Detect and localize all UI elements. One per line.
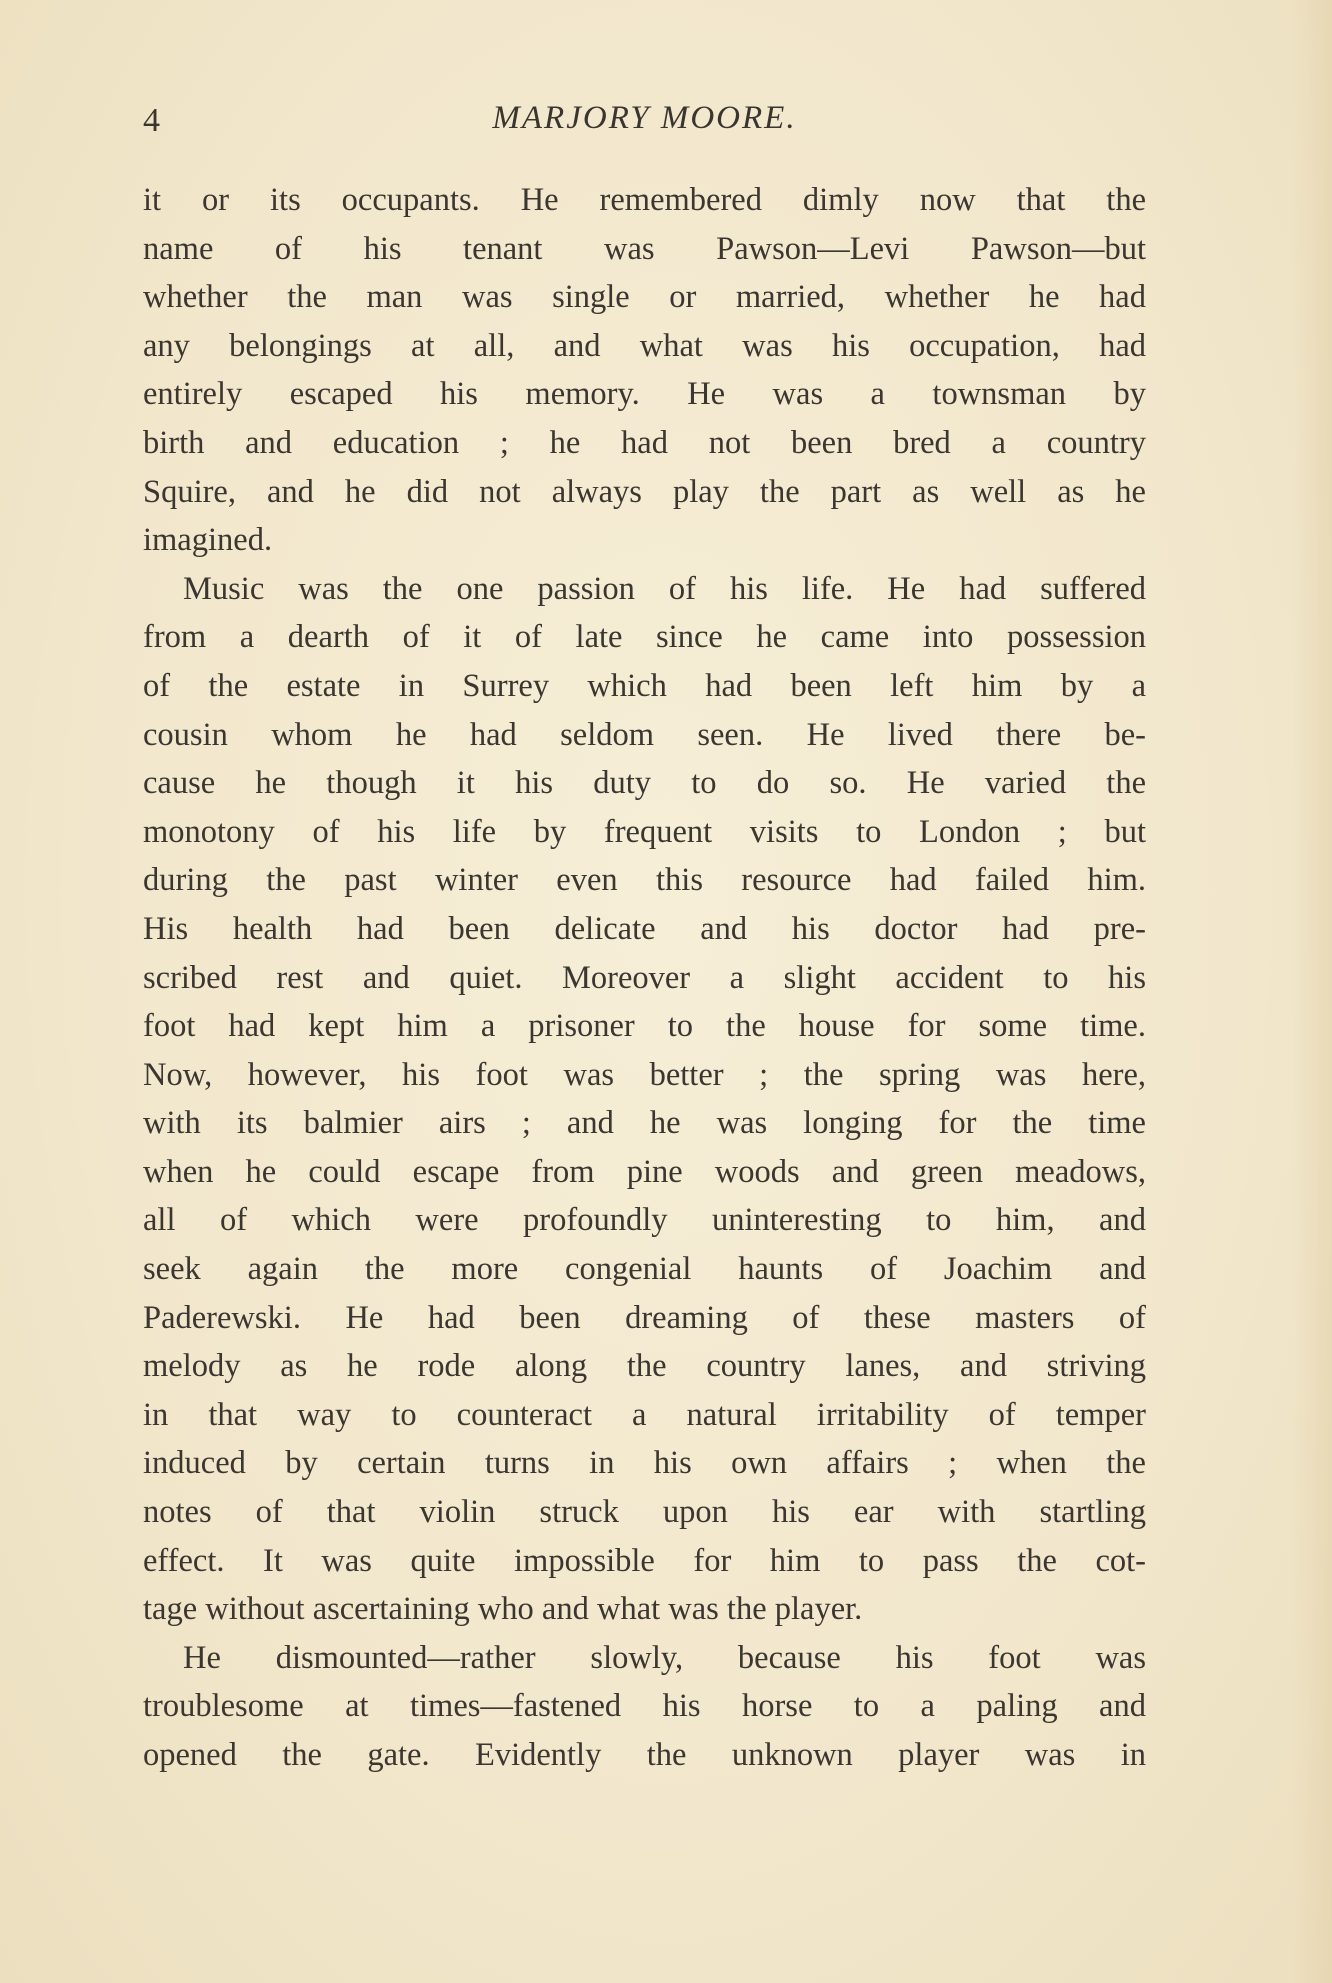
- text-line: with its balmier airs ; and he was longing for the time: [143, 1105, 1146, 1142]
- text-line: Squire, and he did not always play the part as well as he: [143, 473, 1146, 510]
- text-line: Now, however, his foot was better ; the spring was here,: [143, 1056, 1146, 1093]
- text-line: all of which were profoundly uninteresting to him, and: [143, 1202, 1146, 1239]
- text-line: whether the man was single or married, whether he had: [143, 279, 1146, 316]
- text-line: Music was the one passion of his life. He had suffered: [183, 570, 1146, 607]
- text-line: monotony of his life by frequent visits to London ; but: [143, 813, 1146, 850]
- text-line: in that way to counteract a natural irritability of temper: [143, 1396, 1146, 1433]
- running-title: MARJORY MOORE.: [492, 100, 797, 136]
- text-line: birth and education ; he had not been bred a country: [143, 424, 1146, 461]
- body-text: [143, 176, 1146, 1780]
- text-line: during the past winter even this resource had failed him.: [143, 862, 1146, 899]
- text-line: He dismounted—rather slowly, because his foot was: [183, 1639, 1146, 1676]
- text-line: scribed rest and quiet. Moreover a slight accident to his: [143, 959, 1146, 996]
- text-line: entirely escaped his memory. He was a townsman by: [143, 376, 1146, 413]
- text-line: cousin whom he had seldom seen. He lived there be-: [143, 716, 1146, 753]
- text-line: His health had been delicate and his doctor had pre-: [143, 910, 1146, 947]
- text-line: effect. It was quite impossible for him to pass the cot-: [143, 1542, 1146, 1579]
- page-number: 4: [143, 102, 160, 139]
- text-line: of the estate in Surrey which had been left him by a: [143, 667, 1146, 704]
- text-line: Paderewski. He had been dreaming of these masters of: [143, 1299, 1146, 1336]
- text-line: seek again the more congenial haunts of Joachim and: [143, 1251, 1146, 1288]
- text-line: tage without ascertaining who and what was the player.: [143, 1591, 863, 1628]
- text-line: when he could escape from pine woods and green meadows,: [143, 1153, 1146, 1190]
- text-line: name of his tenant was Pawson—Levi Pawson—but: [143, 230, 1146, 267]
- text-line: from a dearth of it of late since he came into possession: [143, 619, 1146, 656]
- text-line: opened the gate. Evidently the unknown player was in: [143, 1737, 1146, 1773]
- text-line: troublesome at times—fastened his horse to a paling and: [143, 1688, 1146, 1725]
- text-line: any belongings at all, and what was his occupation, had: [143, 327, 1146, 364]
- text-line: notes of that violin struck upon his ear with startling: [143, 1494, 1146, 1531]
- text-line: it or its occupants. He remembered dimly now that the: [143, 182, 1146, 218]
- page-edge-shading: [1292, 0, 1332, 1983]
- text-line: foot had kept him a prisoner to the house for some time.: [143, 1008, 1146, 1045]
- running-head: [143, 98, 1146, 142]
- text-line: imagined.: [143, 522, 273, 559]
- text-line: melody as he rode along the country lanes, and striving: [143, 1348, 1146, 1385]
- text-line: induced by certain turns in his own affairs ; when the: [143, 1445, 1146, 1482]
- text-line: cause he though it his duty to do so. He varied the: [143, 765, 1146, 802]
